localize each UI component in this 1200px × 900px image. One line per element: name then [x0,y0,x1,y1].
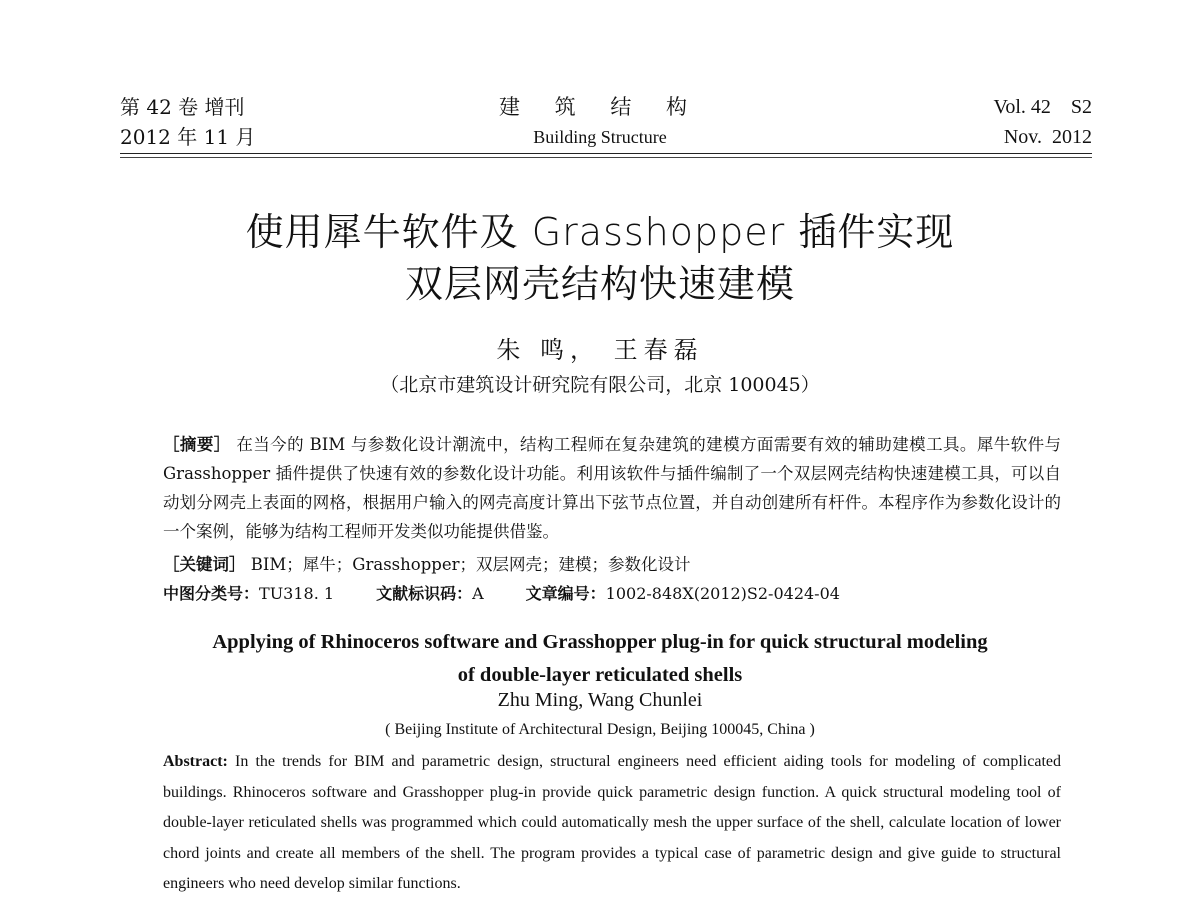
abstract-en-label: Abstract: [163,753,228,770]
paper-title-en [0,626,1200,692]
header-rule-thick [120,153,1092,154]
authors-en: Zhu Ming, Wang Chunlei [497,689,703,711]
en-title-line-2: of double-layer reticulated shells [457,664,743,686]
title-line-2: 双层网壳结构快速建模 [404,262,795,306]
affiliation-en: ( Beijing Institute of Architectural Design, Beijing 100045, China ) [385,721,815,738]
journal-name-en: Building Structure [533,127,667,147]
journal-name-cn: 建 筑 结 构 [498,95,702,119]
affiliation-cn: （北京市建筑设计研究院有限公司，北京 100045） [380,374,820,396]
title-line-1: 使用犀牛软件及 Grasshopper 插件实现 [245,210,955,254]
keywords-cn-text: BIM；犀牛；Grasshopper；双层网壳；建模；参数化设计 [250,555,691,574]
abstract-cn-label: ［摘要］ [163,435,231,454]
abstract-cn-text: 在当今的 BIM 与参数化设计潮流中，结构工程师在复杂建筑的建模方面需要有效的辅助建模工具。犀牛软件与 Grasshopper 插件提供了快速有效的参数化设计功能。利用该软件与插件编制了一个双层网壳结构快速建模工具，可以自动划分网壳上表面的网格，根据用户输入的网壳高度计算出下弦节点位置，并自动创建所有杆件。本程序作为参数化设计的一个案例，能够为结构工程师开发类似功能提供借鉴。 [163,435,1062,541]
classification-line [163,581,1061,607]
paper-title-cn [0,206,1200,310]
article-number-value: 1002-848X(2012)S2-0424-04 [605,584,840,603]
abstract-cn [163,430,1061,546]
keywords-cn [163,551,1061,579]
article-number-label: 文章编号： [525,584,606,603]
date-en: Nov. 2012 [1003,126,1092,148]
clc-label: 中图分类号： [163,584,260,603]
keywords-cn-label: ［关键词］ [163,555,246,574]
date-cn: 2012 年 11 月 [120,125,256,149]
header-right [993,92,1092,152]
doc-code-label: 文献标识码： [376,584,473,603]
abstract-en-text: In the trends for BIM and parametric design, structural engineers need efficient aiding tools for modeling of complicated buildings. Rhinoceros software and Grasshopper plug-in provide quick parametric design function. A quick structural modeling tool of double-layer reticulated shells was programmed which could automatically mesh the upper surface of the shell, calculate location of lower chord joints and create all members of the shell. The program provides a typical case of parametric design and give guide to structural engineers who need develop similar functions. [163,753,1062,892]
authors-cn: 朱 鸣， 王春磊 [496,336,704,364]
doc-code-value: A [472,584,484,603]
header-rule-thin [120,157,1092,158]
en-title-line-1: Applying of Rhinoceros software and Grasshopper plug-in for quick structural modeling [212,631,988,653]
abstract-en [163,747,1061,900]
volume-issue-cn: 第 42 卷 增刊 [120,95,245,119]
volume-issue-en: Vol. 42 S2 [993,96,1092,118]
clc-value: TU318. 1 [259,584,335,603]
